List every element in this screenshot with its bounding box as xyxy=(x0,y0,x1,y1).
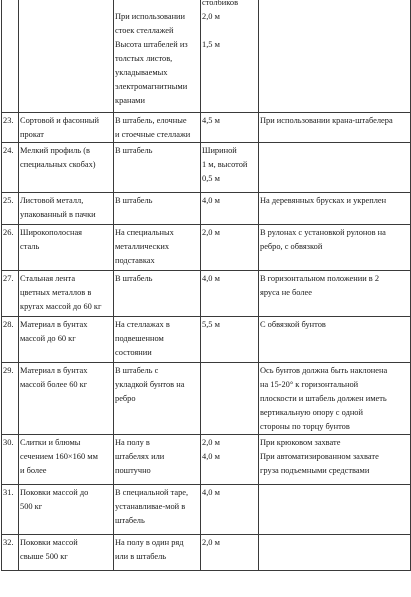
cell-text-line: штабелях или xyxy=(115,452,165,461)
material-name-cell xyxy=(19,435,114,485)
material-name-cell xyxy=(19,363,114,435)
cell-text-line: При автоматизированном захвате xyxy=(260,452,379,461)
cell-text-line xyxy=(202,24,257,38)
cell-text-line: Слитки и блюмы xyxy=(20,438,81,447)
cell-text-line: При крюковом захвате xyxy=(260,438,341,447)
storage-method-cell xyxy=(114,143,201,193)
cell-text-line: На специальных xyxy=(115,228,174,237)
storage-method-cell xyxy=(114,225,201,271)
storage-method-cell xyxy=(114,485,201,535)
row-number-cell xyxy=(2,317,19,363)
row-number: 23. xyxy=(3,116,14,125)
row-number: 26. xyxy=(3,228,14,237)
cell-text-line: плоскости и штабель должен иметь xyxy=(260,394,387,403)
cell-text-line: состоянии xyxy=(115,348,152,357)
note-cell xyxy=(259,535,411,571)
cell-text-line: В горизонтальном положении в 2 xyxy=(260,274,380,283)
cell-text-line: Шириной xyxy=(202,146,237,155)
cell-text-line: На деревянных брусках и укреплен xyxy=(260,196,387,205)
cell-text-line: сталь xyxy=(20,242,40,251)
cell-text-line: В штабель xyxy=(115,146,153,155)
storage-norms-table xyxy=(1,0,411,571)
cell-text-line: и более xyxy=(20,466,47,475)
row-number-cell xyxy=(2,535,19,571)
material-name-cell xyxy=(19,317,114,363)
storage-method-cell xyxy=(114,0,201,113)
material-name-cell xyxy=(19,535,114,571)
table-row xyxy=(2,113,411,143)
row-number: 29. xyxy=(3,366,14,375)
row-number: 28. xyxy=(3,320,14,329)
cell-text-line: 2,0 м xyxy=(202,228,220,237)
row-number: 32. xyxy=(3,538,14,547)
stack-height-cell xyxy=(201,113,259,143)
cell-text-line: Высота штабелей из xyxy=(115,40,188,49)
stack-height-cell xyxy=(201,271,259,317)
note-cell xyxy=(259,143,411,193)
row-number-cell xyxy=(2,225,19,271)
cell-text-line: В штабель с xyxy=(115,366,159,375)
cell-text-line: кругах массой до 60 кг xyxy=(20,302,102,311)
cell-text-line: 4,0 м xyxy=(202,196,220,205)
note-cell xyxy=(259,363,411,435)
cell-text-line: металлических xyxy=(115,242,170,251)
cell-text-line: и стоечные стеллажи xyxy=(115,130,191,139)
cell-text-line xyxy=(115,0,199,10)
cell-text-line: 2,0 м xyxy=(202,538,220,547)
note-cell xyxy=(259,435,411,485)
cell-text-line: При использовании xyxy=(115,12,186,21)
row-number-cell xyxy=(2,271,19,317)
storage-method-cell xyxy=(114,193,201,225)
storage-method-cell xyxy=(114,535,201,571)
note-cell xyxy=(259,225,411,271)
cell-text-line: 2,0 м xyxy=(202,438,220,447)
note-cell xyxy=(259,0,411,113)
stack-height-cell xyxy=(201,225,259,271)
cell-text-line: упакованный в пачки xyxy=(20,210,96,219)
cell-text-line: стоек стеллажей xyxy=(115,26,174,35)
cell-text-line: Поковки массой xyxy=(20,538,78,547)
material-name-cell xyxy=(19,143,114,193)
cell-text-line: С обвязкой бунтов xyxy=(260,320,326,329)
note-cell xyxy=(259,317,411,363)
stack-height-cell xyxy=(201,0,259,113)
stack-height-cell xyxy=(201,435,259,485)
cell-text-line: Материал в бунтах xyxy=(20,320,88,329)
row-number: 30. xyxy=(3,438,14,447)
cell-text-line: На стеллажах в xyxy=(115,320,170,329)
material-name-cell xyxy=(19,271,114,317)
cell-text-line: вертикальную опору с одной xyxy=(260,408,363,417)
cell-text-line: В штабель, елочные xyxy=(115,116,187,125)
cell-text-line: Стальная лента xyxy=(20,274,76,283)
cell-text-line: 1 м, высотой xyxy=(202,160,248,169)
row-number: 27. xyxy=(3,274,14,283)
table-row xyxy=(2,363,411,435)
cell-text-line: или в штабель xyxy=(115,552,167,561)
cell-text-line: подвешенном xyxy=(115,334,164,343)
table-row xyxy=(2,271,411,317)
stack-height-cell xyxy=(201,363,259,435)
cell-text-line: стороны по торцу бунтов xyxy=(260,422,350,431)
cell-text-line: 500 кг xyxy=(20,502,43,511)
cell-text-line: Материал в бунтах xyxy=(20,366,88,375)
row-number: 24. xyxy=(3,146,14,155)
row-number-cell xyxy=(2,435,19,485)
cell-text-line: 4,0 м xyxy=(202,274,220,283)
cell-text-line: 0,5 м xyxy=(202,174,220,183)
cell-text-line: прокат xyxy=(20,130,44,139)
stack-height-cell xyxy=(201,317,259,363)
cell-text-line: 4,0 м xyxy=(202,488,220,497)
row-number-cell xyxy=(2,363,19,435)
cell-text-line: ребро xyxy=(115,394,136,403)
cell-text-line: 4,5 м xyxy=(202,116,220,125)
cell-text-line: подставках xyxy=(115,256,155,265)
material-name-cell xyxy=(19,485,114,535)
cell-text-line: штабель xyxy=(115,516,145,525)
note-cell xyxy=(259,113,411,143)
cell-text-line: устанавливае-мой в xyxy=(115,502,186,511)
table-row xyxy=(2,535,411,571)
cell-text-line: 2,0 м xyxy=(202,12,220,21)
cell-text-line: На полу в один ряд xyxy=(115,538,184,547)
material-name-cell xyxy=(19,113,114,143)
row-number-cell xyxy=(2,113,19,143)
table-row xyxy=(2,485,411,535)
cell-text-line: Поковки массой до xyxy=(20,488,89,497)
cell-text-line: столбиков xyxy=(202,0,239,7)
cell-text-line: укладываемых xyxy=(115,68,168,77)
cell-text-line: Листовой металл, xyxy=(20,196,84,205)
cell-text-line: 1,5 м xyxy=(202,40,220,49)
cell-text-line: толстых листов, xyxy=(115,54,173,63)
material-name-cell xyxy=(19,225,114,271)
row-number-cell xyxy=(2,485,19,535)
cell-text-line: Сортовой и фасонный xyxy=(20,116,99,125)
cell-text-line: на 15-20° к горизонтальной xyxy=(260,380,359,389)
cell-text-line: Широкополосная xyxy=(20,228,83,237)
cell-text-line: В специальной таре, xyxy=(115,488,189,497)
stack-height-cell xyxy=(201,485,259,535)
cell-text-line: сечением 160×160 мм xyxy=(20,452,98,461)
material-name-cell xyxy=(19,193,114,225)
storage-method-cell xyxy=(114,363,201,435)
row-number: 31. xyxy=(3,488,14,497)
cell-text-line: кранами xyxy=(115,96,145,105)
material-name-cell xyxy=(19,0,114,113)
stack-height-cell xyxy=(201,535,259,571)
table-row xyxy=(2,193,411,225)
cell-text-line: ребро, с обвязкой xyxy=(260,242,323,251)
cell-text-line: поштучно xyxy=(115,466,151,475)
table-body xyxy=(2,0,411,571)
cell-text-line: На полу в xyxy=(115,438,150,447)
cell-text-line: свыше 500 кг xyxy=(20,552,68,561)
cell-text-line: Ось бунтов должна быть наклонена xyxy=(260,366,388,375)
row-number-cell xyxy=(2,0,19,113)
cell-text-line: цветных металлов в xyxy=(20,288,92,297)
row-number: 25. xyxy=(3,196,14,205)
storage-method-cell xyxy=(114,271,201,317)
storage-method-cell xyxy=(114,113,201,143)
cell-text-line: массой более 60 кг xyxy=(20,380,88,389)
cell-text-line: При использовании крана-штабелера xyxy=(260,116,393,125)
cell-text-line: электромагнитными xyxy=(115,82,188,91)
row-number-cell xyxy=(2,193,19,225)
storage-method-cell xyxy=(114,317,201,363)
stack-height-cell xyxy=(201,193,259,225)
note-cell xyxy=(259,271,411,317)
cell-text-line: Мелкий профиль (в xyxy=(20,146,90,155)
cell-text-line: В штабель xyxy=(115,196,153,205)
table-row xyxy=(2,317,411,363)
storage-method-cell xyxy=(114,435,201,485)
note-cell xyxy=(259,193,411,225)
cell-text-line: груза подъемными средствами xyxy=(260,466,370,475)
table-row xyxy=(2,435,411,485)
cell-text-line: В рулонах с установкой рулонов на xyxy=(260,228,386,237)
cell-text-line: яруса не более xyxy=(260,288,312,297)
cell-text-line: 5,5 м xyxy=(202,320,220,329)
cell-text-line: укладкой бунтов на xyxy=(115,380,185,389)
table-row xyxy=(2,143,411,193)
note-cell xyxy=(259,485,411,535)
cell-text-line: В штабель xyxy=(115,274,153,283)
table-row xyxy=(2,0,411,113)
cell-text-line: специальных скобах) xyxy=(20,160,96,169)
cell-text-line: 4,0 м xyxy=(202,452,220,461)
stack-height-cell xyxy=(201,143,259,193)
table-row xyxy=(2,225,411,271)
row-number-cell xyxy=(2,143,19,193)
cell-text-line: массой до 60 кг xyxy=(20,334,76,343)
